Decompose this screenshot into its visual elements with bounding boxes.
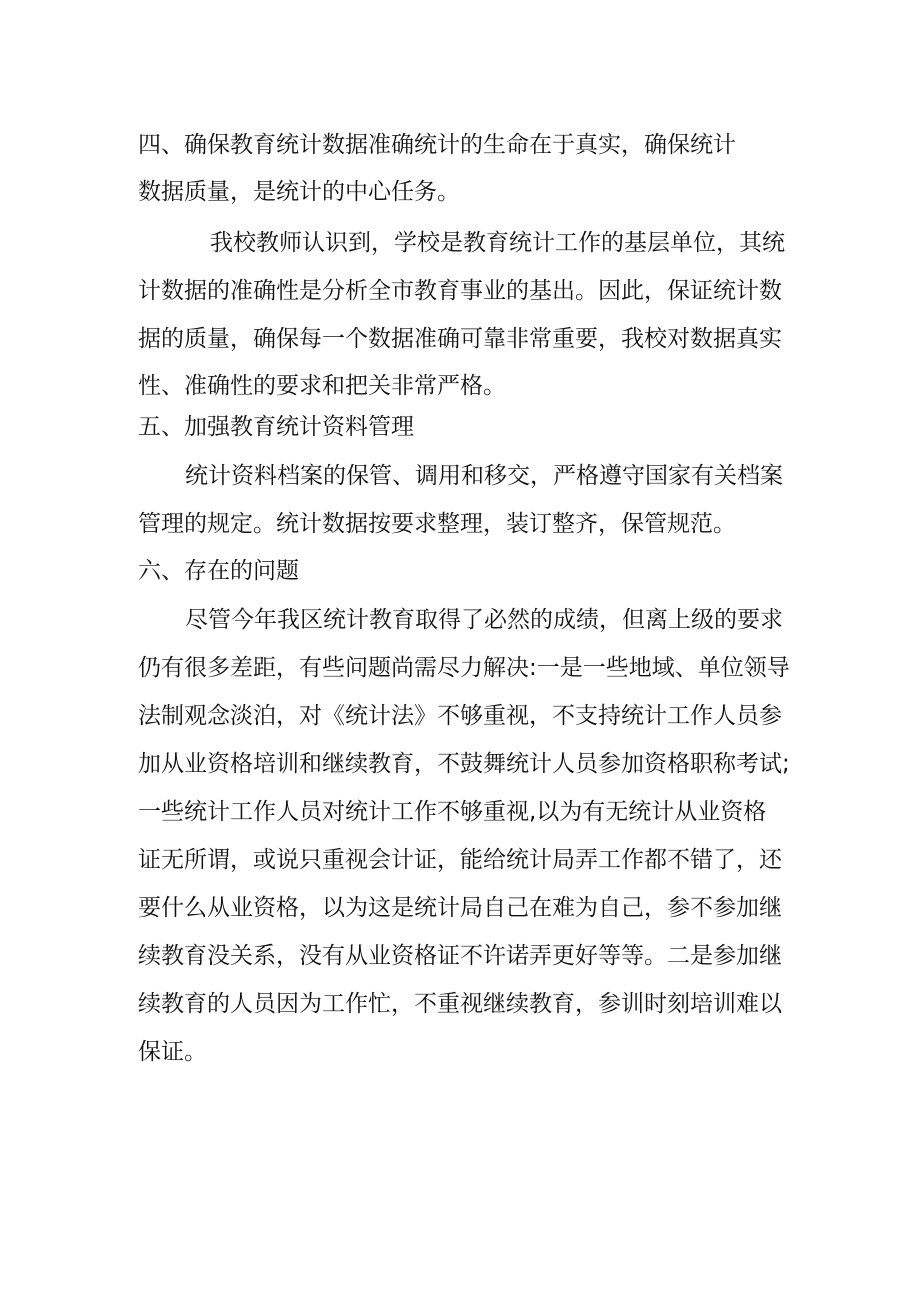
paragraph-line: 一些统计工作人员对统计工作不够重视,以为有无统计从业资格: [138, 799, 767, 825]
paragraph-line: 尽管今年我区统计教育取得了必然的成绩，但离上级的要求: [185, 607, 783, 633]
paragraph-line: 法制观念淡泊，对《统计法》不够重视，不支持统计工作人员参: [138, 703, 782, 729]
section-heading-4: 四、确保教育统计数据准确统计的生命在于真实，确保统计: [138, 132, 736, 158]
paragraph-line: 要什么从业资格，以为这是统计局自己在难为自己，参不参加继: [138, 895, 782, 921]
section-heading-4-cont: 数据质量，是统计的中心任务。: [138, 179, 460, 205]
section-heading-5: 五、加强教育统计资料管理: [138, 414, 414, 440]
paragraph-line: 据的质量，确保每一个数据准确可靠非常重要，我校对数据真实: [138, 326, 782, 352]
paragraph-line: 我校教师认识到，学校是教育统计工作的基层单位，其统: [210, 230, 785, 256]
paragraph-line: 性、准确性的要求和把关非常严格。: [138, 373, 506, 399]
paragraph-line: 续教育没关系，没有从业资格证不许诺弄更好等等。二是参加继: [138, 943, 782, 969]
paragraph-line: 仍有很多差距，有些问题尚需尽力解决:一是一些地域、单位领导: [138, 655, 790, 681]
paragraph-line: 统计资料档案的保管、调用和移交，严格遵守国家有关档案: [185, 463, 783, 489]
paragraph-line: 保证。: [138, 1039, 207, 1065]
paragraph-line: 管理的规定。统计数据按要求整理，装订整齐，保管规范。: [138, 511, 736, 537]
paragraph-line: 证无所谓，或说只重视会计证，能给统计局弄工作都不错了，还: [138, 847, 782, 873]
paragraph-line: 计数据的准确性是分析全市教育事业的基出。因此，保证统计数: [138, 278, 782, 304]
section-heading-6: 六、存在的问题: [138, 558, 299, 584]
paragraph-line: 加从业资格培训和继续教育，不鼓舞统计人员参加资格职称考试;: [138, 751, 790, 777]
paragraph-line: 续教育的人员因为工作忙，不重视继续教育，参训时刻培训难以: [138, 991, 782, 1017]
